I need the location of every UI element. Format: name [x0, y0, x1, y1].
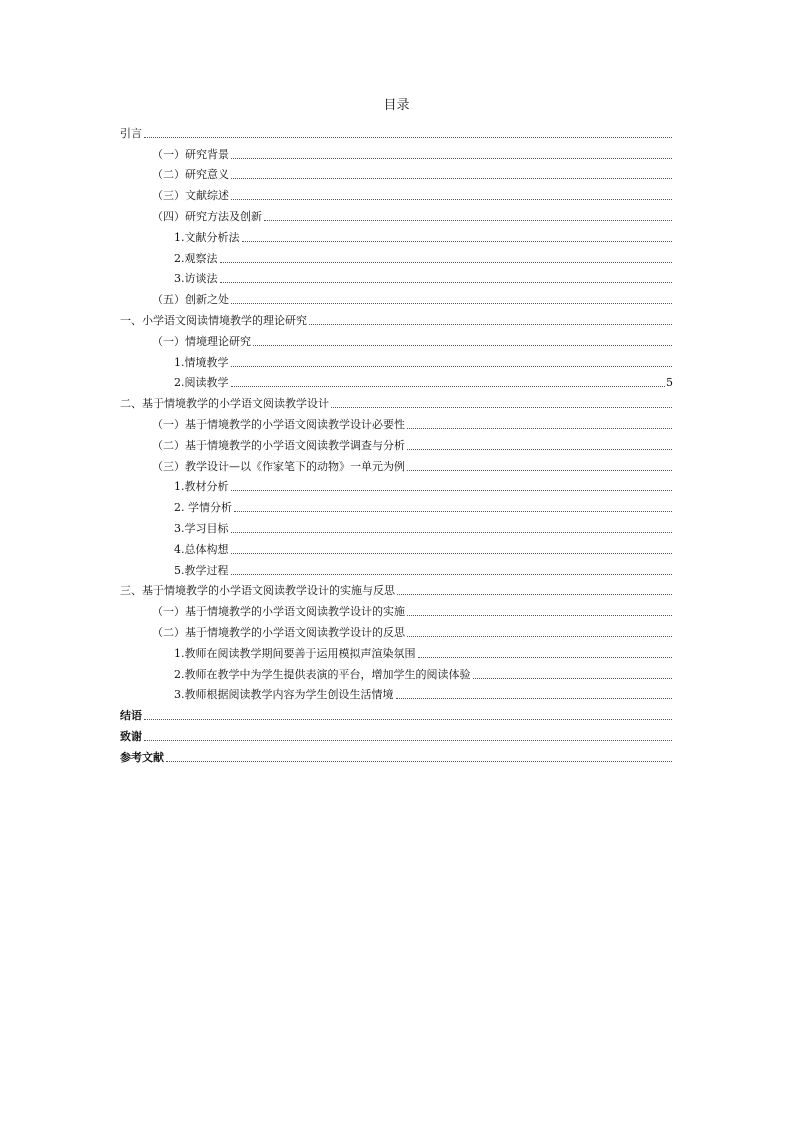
- dot-leader: [220, 261, 673, 263]
- toc-entry-label: （三）教学设计—以《作家笔下的动物》一单元为例: [152, 459, 405, 473]
- toc-entry-label: 2.教师在教学中为学生提供表演的平台，增加学生的阅读体验: [174, 667, 471, 681]
- dot-leader: [220, 281, 673, 283]
- toc-entry-conclusion[interactable]: [120, 702, 673, 723]
- dot-leader: [396, 697, 673, 699]
- dot-leader: [231, 531, 673, 533]
- toc-entry-label: 1.文献分析法: [174, 230, 240, 244]
- dot-leader: [231, 385, 666, 387]
- dot-leader: [264, 219, 672, 221]
- dot-leader: [234, 510, 672, 512]
- toc-entry-situational-teaching[interactable]: [120, 349, 673, 370]
- dot-leader: [144, 136, 672, 138]
- dot-leader: [309, 323, 672, 325]
- toc-entry-observation[interactable]: [120, 245, 673, 266]
- toc-entry-label: 结语: [120, 709, 142, 723]
- toc-entry-literature-analysis[interactable]: [120, 224, 673, 245]
- toc-entry-label: 三、基于情境教学的小学语文阅读教学设计的实施与反思: [120, 584, 395, 598]
- toc-entry-learner-analysis[interactable]: [120, 494, 673, 515]
- toc-entry-reflection-2[interactable]: [120, 661, 673, 682]
- toc-entry-textbook-analysis[interactable]: [120, 474, 673, 495]
- toc-entry-reading-teaching[interactable]: [120, 370, 673, 391]
- dot-leader: [231, 573, 673, 575]
- toc-entry-label: 3.教师根据阅读教学内容为学生创设生活情境: [174, 688, 394, 702]
- toc-entry-label: 参考文献: [120, 750, 164, 764]
- dot-leader: [144, 739, 672, 741]
- toc-entry-label: （一）基于情境教学的小学语文阅读教学设计必要性: [152, 417, 405, 431]
- toc-entry-label: 1.教师在阅读教学期间要善于运用模拟声渲染氛围: [174, 646, 416, 660]
- toc-entry-teaching-design[interactable]: [120, 453, 673, 474]
- dot-leader: [418, 656, 673, 658]
- dot-leader: [231, 302, 672, 304]
- toc-title: 目录: [383, 98, 410, 113]
- toc-entry-label: 5.教学过程: [174, 563, 229, 577]
- toc-entry-label: 1.教材分析: [174, 480, 229, 494]
- dot-leader: [407, 614, 672, 616]
- toc-entry-label: 1.情境教学: [174, 355, 229, 369]
- toc-entry-reflection[interactable]: [120, 619, 673, 640]
- toc-entry-situational-theory[interactable]: [120, 328, 673, 349]
- toc-entry-label: 2.阅读教学: [174, 376, 229, 390]
- dot-leader: [144, 718, 672, 720]
- table-of-contents: [120, 120, 673, 765]
- toc-entry-label: 二、基于情境教学的小学语文阅读教学设计: [120, 397, 329, 411]
- toc-entry-research-significance[interactable]: [120, 162, 673, 183]
- toc-entry-interview[interactable]: [120, 266, 673, 287]
- dot-leader: [231, 177, 672, 179]
- toc-entry-label: （一）基于情境教学的小学语文阅读教学设计的实施: [152, 605, 405, 619]
- dot-leader: [253, 344, 672, 346]
- toc-entry-references[interactable]: [120, 744, 673, 765]
- dot-leader: [242, 240, 673, 242]
- dot-leader: [231, 365, 673, 367]
- dot-leader: [407, 635, 672, 637]
- toc-entry-research-methods[interactable]: [120, 203, 673, 224]
- toc-entry-design-necessity[interactable]: [120, 411, 673, 432]
- toc-entry-label: （二）研究意义: [152, 168, 229, 182]
- toc-entry-label: （一）情境理论研究: [152, 334, 251, 348]
- toc-entry-reflection-3[interactable]: [120, 682, 673, 703]
- dot-leader: [231, 489, 673, 491]
- toc-entry-literature-review[interactable]: [120, 182, 673, 203]
- toc-entry-chapter-3[interactable]: [120, 578, 673, 599]
- toc-entry-implementation[interactable]: [120, 598, 673, 619]
- toc-entry-label: 3.访谈法: [174, 272, 218, 286]
- toc-entry-label: （一）研究背景: [152, 147, 229, 161]
- dot-leader: [407, 469, 672, 471]
- toc-entry-label: 一、小学语文阅读情境教学的理论研究: [120, 313, 307, 327]
- toc-entry-label: 2.观察法: [174, 251, 218, 265]
- toc-entry-label: （五）创新之处: [152, 293, 229, 307]
- toc-entry-survey-analysis[interactable]: [120, 432, 673, 453]
- toc-entry-acknowledgements[interactable]: [120, 723, 673, 744]
- toc-entry-overall-concept[interactable]: [120, 536, 673, 557]
- dot-leader: [231, 198, 672, 200]
- toc-entry-introduction[interactable]: [120, 120, 673, 141]
- dot-leader: [331, 406, 672, 408]
- toc-entry-teaching-process[interactable]: [120, 557, 673, 578]
- toc-entry-label: 4.总体构想: [174, 542, 229, 556]
- toc-entry-learning-goals[interactable]: [120, 515, 673, 536]
- toc-entry-label: （三）文献综述: [152, 189, 229, 203]
- toc-entry-chapter-2[interactable]: [120, 390, 673, 411]
- toc-entry-label: （四）研究方法及创新: [152, 209, 262, 223]
- dot-leader: [166, 760, 672, 762]
- dot-leader: [407, 448, 672, 450]
- toc-entry-label: 引言: [120, 126, 142, 140]
- toc-entry-label: （二）基于情境教学的小学语文阅读教学设计的反思: [152, 625, 405, 639]
- toc-entry-label: 3.学习目标: [174, 521, 229, 535]
- toc-entry-page: 5: [666, 376, 673, 390]
- toc-entry-innovations[interactable]: [120, 286, 673, 307]
- dot-leader: [397, 593, 672, 595]
- toc-entry-research-background[interactable]: [120, 141, 673, 162]
- toc-entry-chapter-1[interactable]: [120, 307, 673, 328]
- toc-entry-label: 2. 学情分析: [174, 501, 232, 515]
- dot-leader: [473, 677, 673, 679]
- toc-entry-label: （二）基于情境教学的小学语文阅读教学调查与分析: [152, 438, 405, 452]
- dot-leader: [407, 427, 672, 429]
- toc-entry-reflection-1[interactable]: [120, 640, 673, 661]
- dot-leader: [231, 552, 673, 554]
- dot-leader: [231, 157, 672, 159]
- toc-entry-label: 致谢: [120, 729, 142, 743]
